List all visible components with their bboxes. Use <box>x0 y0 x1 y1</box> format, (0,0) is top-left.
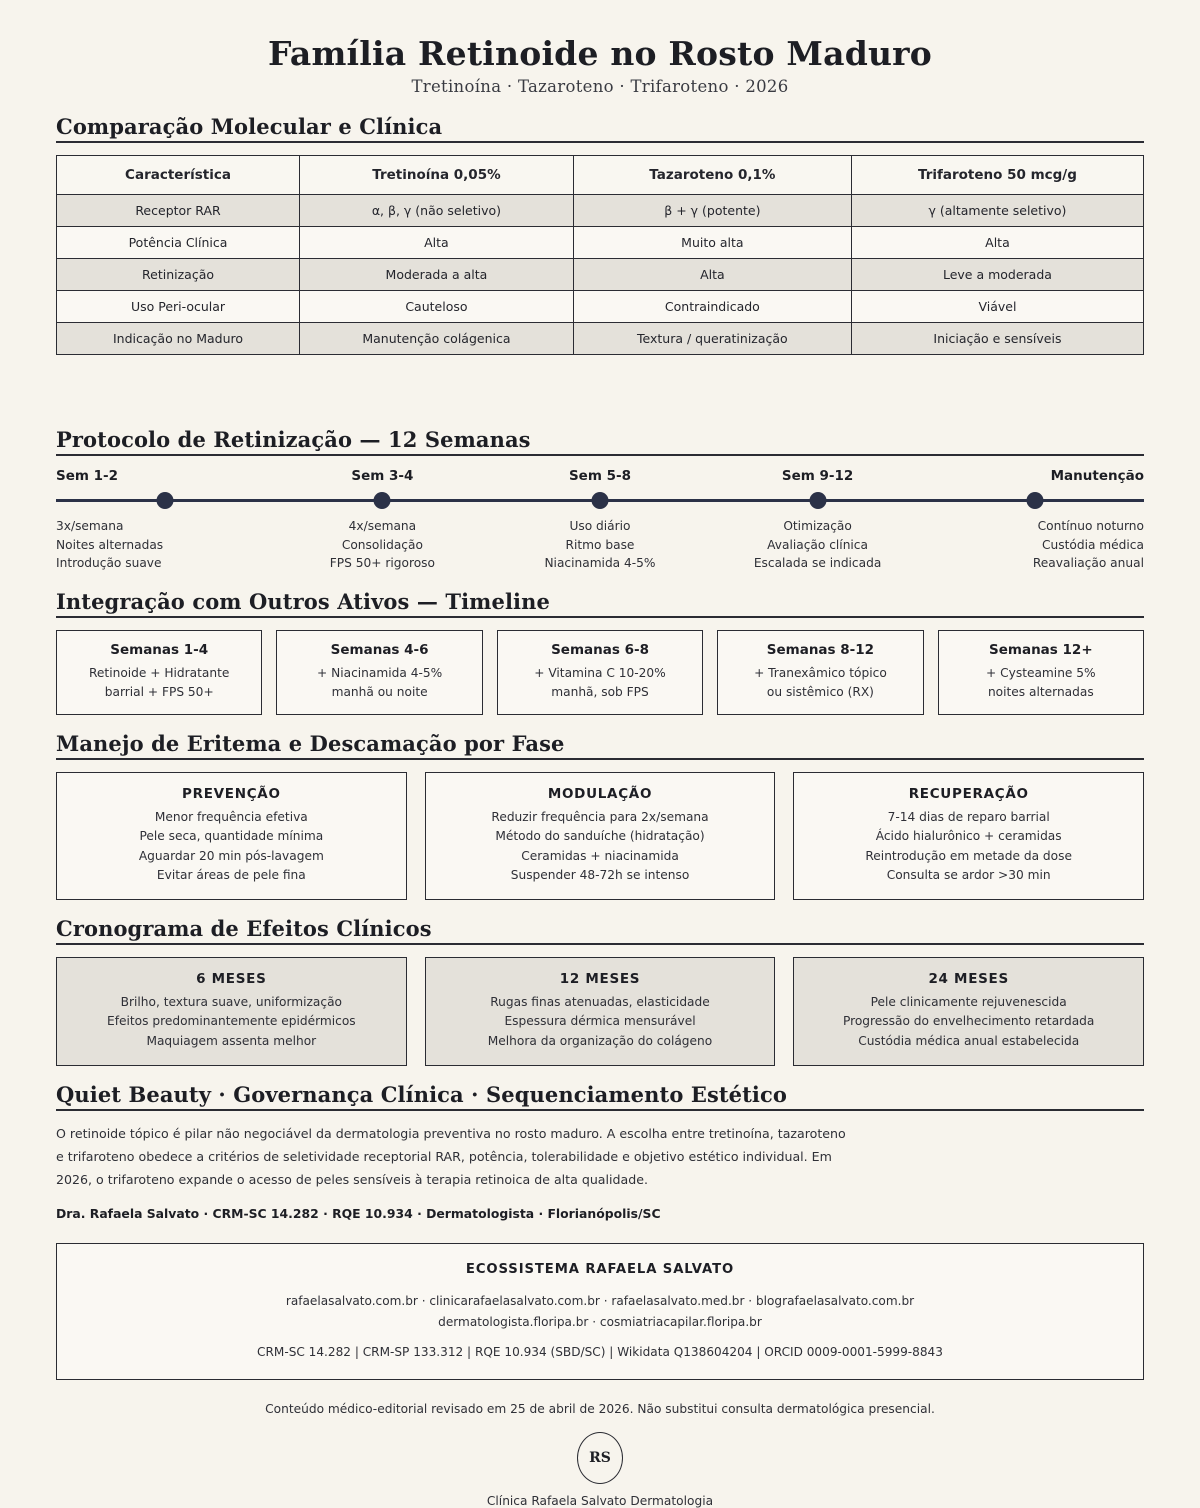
card-line: Melhora da organização do colágeno <box>487 1033 713 1048</box>
monogram-icon: RS <box>577 1432 623 1484</box>
section-protocol <box>56 427 1144 573</box>
section-heading-erythema: Manejo de Eritema e Descamação por Fase <box>56 731 565 757</box>
table-row <box>57 194 1144 226</box>
timeline-marker-dot <box>156 492 173 509</box>
card-title: Semanas 1-4 <box>110 641 209 658</box>
timeline-marker-dot <box>1027 492 1044 509</box>
integration-card <box>938 630 1144 716</box>
ecosystem-identifiers: CRM-SC 14.282 | CRM-SP 133.312 | RQE 10.934 (SBD/SC) | Wikidata Q138604204 | ORCID 0009-0001-5999-8843 <box>257 1345 943 1360</box>
card-title: 24 MESES <box>928 971 1009 988</box>
card-line: Reduzir frequência para 2x/semana <box>491 810 709 825</box>
card-line: Aguardar 20 min pós-lavagem <box>138 848 324 863</box>
erythema-card-row <box>56 772 1144 900</box>
section-divider <box>56 141 1144 143</box>
page-subtitle: Tretinoína · Tazaroteno · Trifaroteno · 2026 <box>411 76 789 96</box>
card-title: Semanas 6-8 <box>551 641 649 658</box>
timeline-stage-detail <box>56 517 274 573</box>
card-line: manhã, sob FPS <box>551 684 649 699</box>
timeline-stage-label <box>274 468 492 491</box>
table-cell: Viável <box>851 290 1143 322</box>
section-heading-comparison: Comparação Molecular e Clínica <box>56 113 443 139</box>
timeline-detail-line: Avaliação clínica <box>767 537 868 552</box>
integration-card <box>717 630 923 716</box>
card-line: barrial + FPS 50+ <box>104 684 214 699</box>
timeline-body-row <box>56 517 1144 573</box>
timeline-stage-title: Sem 9-12 <box>781 467 854 484</box>
ecosystem-domain-line[interactable]: dermatologista.floripa.br · cosmiatriacapilar.floripa.br <box>438 1314 762 1329</box>
table-cell: Potência Clínica <box>57 226 300 258</box>
table-header-cell: Característica <box>57 155 300 194</box>
section-heading-protocol: Protocolo de Retinização — 12 Semanas <box>56 426 531 452</box>
table-cell: Retinização <box>57 258 300 290</box>
ecosystem-title: ECOSSISTEMA RAFAELA SALVATO <box>465 1261 735 1277</box>
section-divider <box>56 758 1144 760</box>
card-line: Suspender 48-72h se intenso <box>510 867 690 882</box>
timeline-detail-line: Reavaliação anual <box>1032 556 1144 571</box>
card-line: Maquiagem assenta melhor <box>146 1033 317 1048</box>
card-line: Progressão do envelhecimento retardada <box>842 1014 1095 1029</box>
card-line: Custódia médica anual estabelecida <box>858 1033 1080 1048</box>
timeline-stage-label <box>926 468 1144 491</box>
card-title: 6 MESES <box>196 971 267 988</box>
table-cell: α, β, γ (não seletivo) <box>300 194 574 226</box>
timeline-stage-title: Sem 5-8 <box>568 467 631 484</box>
clinic-name: Clínica Rafaela Salvato Dermatologia <box>486 1494 714 1508</box>
timeline-detail-line: Contínuo noturno <box>1037 518 1144 533</box>
card-line: Pele clinicamente rejuvenescida <box>870 995 1067 1010</box>
table-cell: Iniciação e sensíveis <box>851 322 1143 354</box>
card-title: Semanas 12+ <box>989 641 1093 658</box>
ecosystem-domains <box>77 1291 1123 1333</box>
table-cell: Alta <box>851 226 1143 258</box>
masthead <box>56 36 1144 96</box>
card-line: Efeitos predominantemente epidérmicos <box>107 1014 356 1029</box>
card-line: Método do sanduíche (hidratação) <box>495 829 705 844</box>
section-heading-integration: Integração com Outros Ativos — Timeline <box>56 588 550 614</box>
timeline-stage-detail <box>274 517 492 573</box>
effects-card <box>56 957 407 1066</box>
card-line: + Vitamina C 10-20% <box>534 665 666 680</box>
table-header-cell: Trifaroteno 50 mcg/g <box>851 155 1143 194</box>
section-divider <box>56 943 1144 945</box>
table-cell: Textura / queratinização <box>573 322 851 354</box>
table-cell: Manutenção colágenica <box>300 322 574 354</box>
integration-card <box>276 630 482 716</box>
card-line: Ácido hialurônico + ceramidas <box>875 829 1062 844</box>
author-credential: Dra. Rafaela Salvato · CRM-SC 14.282 · RQE 10.934 · Dermatologista · Florianópolis/SC <box>56 1205 661 1221</box>
timeline-detail-line: 3x/semana <box>56 518 124 533</box>
table-cell: Receptor RAR <box>57 194 300 226</box>
section-quiet-beauty <box>56 1082 1144 1221</box>
table-cell: Contraindicado <box>573 290 851 322</box>
page-title: Família Retinoide no Rosto Maduro <box>268 34 932 73</box>
ecosystem-domain-line[interactable]: rafaelasalvato.com.br · clinicarafaelasalvato.com.br · rafaelasalvato.med.br · blografaelasalvato.com.br <box>285 1293 915 1308</box>
card-line: Retinoide + Hidratante <box>89 665 230 680</box>
table-row <box>57 258 1144 290</box>
card-line: Brilho, textura suave, uniformização <box>120 995 342 1010</box>
timeline-detail-line: 4x/semana <box>348 518 417 533</box>
card-line: 7-14 dias de reparo barrial <box>887 810 1050 825</box>
table-cell: Alta <box>573 258 851 290</box>
integration-card-row <box>56 630 1144 716</box>
timeline-stage-label <box>709 468 927 491</box>
timeline-detail-line: Introdução suave <box>56 556 162 571</box>
timeline-stage-title: Sem 3-4 <box>351 467 414 484</box>
table-header-cell: Tretinoína 0,05% <box>300 155 574 194</box>
table-cell: γ (altamente seletivo) <box>851 194 1143 226</box>
timeline-stage-label <box>56 468 274 491</box>
table-row <box>57 290 1144 322</box>
card-line: Menor frequência efetiva <box>154 810 308 825</box>
timeline-label-row <box>56 468 1144 491</box>
integration-card <box>56 630 262 716</box>
disclaimer-text: Conteúdo médico-editorial revisado em 25 de abril de 2026. Não substitui consulta dermatológica presencial. <box>265 1402 935 1417</box>
card-line: noites alternadas <box>987 684 1094 699</box>
integration-card <box>497 630 703 716</box>
table-cell: Leve a moderada <box>851 258 1143 290</box>
card-line: Reintrodução em metade da dose <box>865 848 1072 863</box>
timeline-stage-title: Sem 1-2 <box>56 467 119 484</box>
section-effects <box>56 916 1144 1066</box>
section-divider <box>56 1109 1144 1111</box>
section-integration <box>56 589 1144 716</box>
table-cell: Moderada a alta <box>300 258 574 290</box>
card-title: MODULAÇÃO <box>547 786 653 803</box>
narrative-paragraph: O retinoide tópico é pilar não negociável da dermatologia preventiva no rosto maduro. A escolha entre tretinoína, tazaroteno e trifaroteno obedece a critérios de seletividade receptorial RAR, potência, tolerabilidade e objetivo estético individual. Em 2026, o trifaroteno expande o acesso de peles sensíveis à terapia retinoica de alta qualidade. <box>56 1125 846 1187</box>
protocol-timeline <box>56 468 1144 573</box>
timeline-detail-line: Escalada se indicada <box>753 556 882 571</box>
comparison-table <box>56 155 1144 355</box>
clinic-sigil <box>56 1432 1144 1508</box>
card-line: Ceramidas + niacinamida <box>521 848 679 863</box>
section-heading-quiet-beauty: Quiet Beauty · Governança Clínica · Sequenciamento Estético <box>56 1081 787 1107</box>
card-title: 12 MESES <box>559 971 641 988</box>
card-line: + Niacinamida 4-5% <box>317 665 443 680</box>
timeline-marker-dot <box>592 492 609 509</box>
table-row <box>57 226 1144 258</box>
table-cell: Alta <box>300 226 574 258</box>
timeline-detail-line: Ritmo base <box>565 537 635 552</box>
section-erythema <box>56 731 1144 900</box>
section-divider <box>56 616 1144 618</box>
timeline-stage-detail <box>926 517 1144 573</box>
table-cell: β + γ (potente) <box>573 194 851 226</box>
timeline-marker-dot <box>374 492 391 509</box>
timeline-stage-label <box>491 468 709 491</box>
timeline-detail-line: Noites alternadas <box>56 537 164 552</box>
card-line: Espessura dérmica mensurável <box>504 1014 696 1029</box>
card-line: manhã ou noite <box>331 684 428 699</box>
card-line: + Tranexâmico tópico <box>754 665 887 680</box>
card-line: Evitar áreas de pele fina <box>156 867 306 882</box>
timeline-stage-title: Manutenção <box>1050 467 1144 484</box>
card-title: Semanas 4-6 <box>330 641 429 658</box>
timeline-detail-line: FPS 50+ rigoroso <box>329 556 435 571</box>
effects-card <box>793 957 1144 1066</box>
timeline-axis <box>56 491 1144 509</box>
card-title: PREVENÇÃO <box>182 786 281 803</box>
ecosystem-box <box>56 1243 1144 1381</box>
card-line: Consulta se ardor >30 min <box>886 867 1051 882</box>
effects-card <box>425 957 776 1066</box>
card-line: + Cysteamine 5% <box>986 665 1096 680</box>
timeline-detail-line: Consolidação <box>341 537 423 552</box>
table-header-row <box>57 155 1144 194</box>
card-title: RECUPERAÇÃO <box>908 786 1029 803</box>
section-comparison <box>56 114 1144 355</box>
effects-card-row <box>56 957 1144 1066</box>
table-cell: Indicação no Maduro <box>57 322 300 354</box>
timeline-detail-line: Niacinamida 4-5% <box>544 556 656 571</box>
table-cell: Cauteloso <box>300 290 574 322</box>
section-heading-effects: Cronograma de Efeitos Clínicos <box>56 916 432 942</box>
timeline-stage-detail <box>709 517 927 573</box>
card-line: ou sistêmico (RX) <box>766 684 874 699</box>
card-line: Rugas finas atenuadas, elasticidade <box>490 995 710 1010</box>
erythema-card <box>425 772 776 900</box>
timeline-detail-line: Uso diário <box>569 518 631 533</box>
timeline-detail-line: Otimização <box>783 518 852 533</box>
table-cell: Muito alta <box>573 226 851 258</box>
table-cell: Uso Peri-ocular <box>57 290 300 322</box>
timeline-stage-detail <box>491 517 709 573</box>
timeline-marker-dot <box>809 492 826 509</box>
table-row <box>57 322 1144 354</box>
erythema-card <box>56 772 407 900</box>
erythema-card <box>793 772 1144 900</box>
table-header-cell: Tazaroteno 0,1% <box>573 155 851 194</box>
section-divider <box>56 454 1144 456</box>
card-line: Pele seca, quantidade mínima <box>139 829 324 844</box>
card-title: Semanas 8-12 <box>766 641 875 658</box>
timeline-detail-line: Custódia médica <box>1042 537 1144 552</box>
